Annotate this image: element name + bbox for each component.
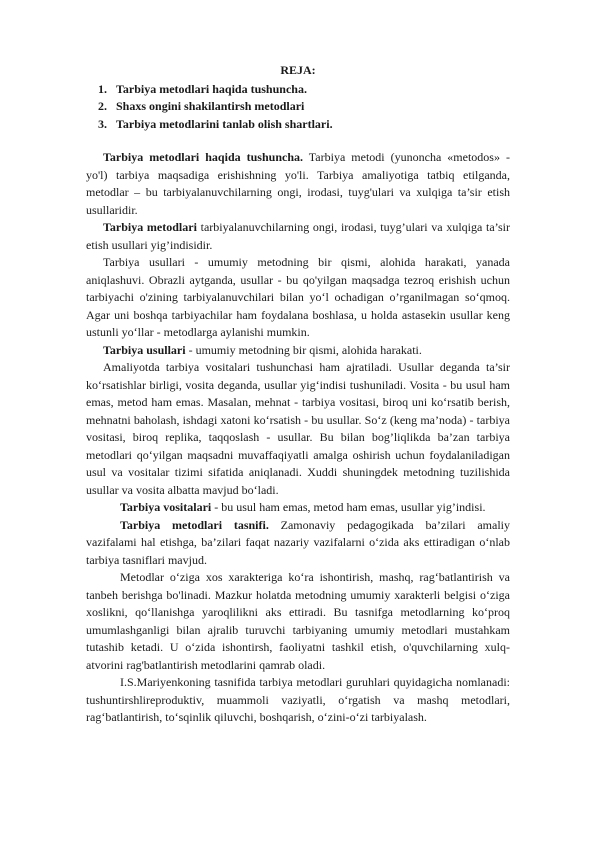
paragraph: Metodlar o‘ziga xos xarakteriga ko‘ra ishontirish, mashq, rag‘batlantirish va tanbeh berishga bo'linadi. Mazkur holatda metodning umumiy xarakterli belgisi o‘ziga xoslikni, qo‘llanishga yaroqlilikni aks ettiradi. Bu tasnifga metodlarning ko‘proq umumlashganligi bilan ajralib turuvchi tarbiyaning umumiy metodlari mustahkam tutashib ketadi. U o‘zida ishontirsh, faoliyatni tashkil etish, o'quvchilarning xulq-atvorini rag'batlantirish metodlarini qamrab oladi. [86, 570, 510, 672]
paragraph: Tarbiya vositalari - bu usul ham emas, metod ham emas, usullar yig’indisi. [120, 500, 486, 514]
paragraph: Amaliyotda tarbiya vositalari tushunchasi ham ajratiladi. Usullar deganda ta’sir ko‘rsatishlar birligi, vosita deganda, usullar yig‘indisi tushuniladi. Vosita - bu usul ham emas, metod ham emas. Masalan, mehnat - tarbiya vositasi, biroq uni ko‘rsatib berish, mehnatni baholash, ishdagi xatoni ko‘rsatish - bu usullar. So‘z (keng ma’noda) - tarbiya vositasi, biroq replika, taqqoslash - usullar. Bu bilan bog’liqlikda ba’zan tarbiya metodlari qo‘yilgan maqsadni muvaffaqiyatli amalga oshirish uchun foydalaniladigan usul va vositalar tizimi sifatida aniqlanadi. Xuddi shuningdek metodning tuzilishida usullar va vosita albatta mavjud bo‘ladi. [86, 360, 510, 497]
paragraph: Tarbiya metodlari haqida tushuncha. Tarbiya metodi (yunoncha «metodos» - yo'l) tarbiya maqsadiga erishishning yo'li. Tarbiya amaliyotiga tatbiq etilganda, metodlar – bu tarbiyalanuvchilarning ongi, irodasi, tuyg'ulari va xulqiga ta’sir etish usullaridir. [86, 150, 510, 217]
paragraph: Tarbiya metodlari tarbiyalanuvchilarning ongi, irodasi, tuyg’ulari va xulqiga ta’sir etish usullari yig’indisidir. [86, 220, 510, 252]
paragraph-heading: Tarbiya usullari [103, 342, 186, 357]
paragraph-heading: Tarbiya vositalari [120, 500, 212, 514]
paragraph-heading: Tarbiya metodlari haqida tushuncha. [103, 150, 303, 164]
plan-item: 1. Tarbiya metodlari haqida tushuncha. [98, 81, 307, 96]
paragraph-heading: Tarbiya metodlari [103, 220, 197, 234]
paragraph: Tarbiya usullari - umumiy metodning bir qismi, alohida harakati. [103, 342, 422, 357]
plan-item: 3. Tarbiya metodlarini tanlab olish shartlari. [98, 116, 333, 131]
plan-item: 2. Shaxs ongini shakilantirsh metodlari [98, 99, 305, 113]
plan-list [86, 81, 510, 134]
paragraph: I.S.Mariyenkoning tasnifida tarbiya metodlari guruhlari quyidagicha nomlanadi: tushuntirshlireproduktiv, muammoli vaziyatli, o‘rgatish va mashq metodlari, rag‘batlantirish, to‘sqinlik qiluvchi, boshqarish, o‘zini-o‘zi tarbiyalash. [86, 675, 510, 724]
document-page [86, 62, 510, 727]
paragraph: Tarbiya usullari - umumiy metodning bir qismi, alohida harakati, yanada aniqlashuvi. Obrazli aytganda, usullar - bu qo'yilgan maqsadga tezroq erishish uchun tarbiyachi o'zining tarbiyalanuvchilari bilan yo‘l ochadigan o’rganilmagan so‘qmoq. Agar uni boshqa tarbiyachilar ham foydalana boshlasa, u holda astasekin usullar keng ustunli yo‘llar - metodlarga aylanishi mumkin. [86, 255, 510, 339]
plan-title: REJA: [280, 63, 316, 77]
spacer [86, 133, 510, 149]
paragraph-heading: Tarbiya metodlari tasnifi. [120, 517, 269, 532]
paragraph: Tarbiya metodlari tasnifi. Zamonaviy pedagogikada ba’zilari amaliy vazifalami hal etishga, ba’zilari faqat nazariy vazifalarni o‘zida aks ettiradigan o‘nlab tarbiya tasniflari mavjud. [86, 517, 510, 567]
